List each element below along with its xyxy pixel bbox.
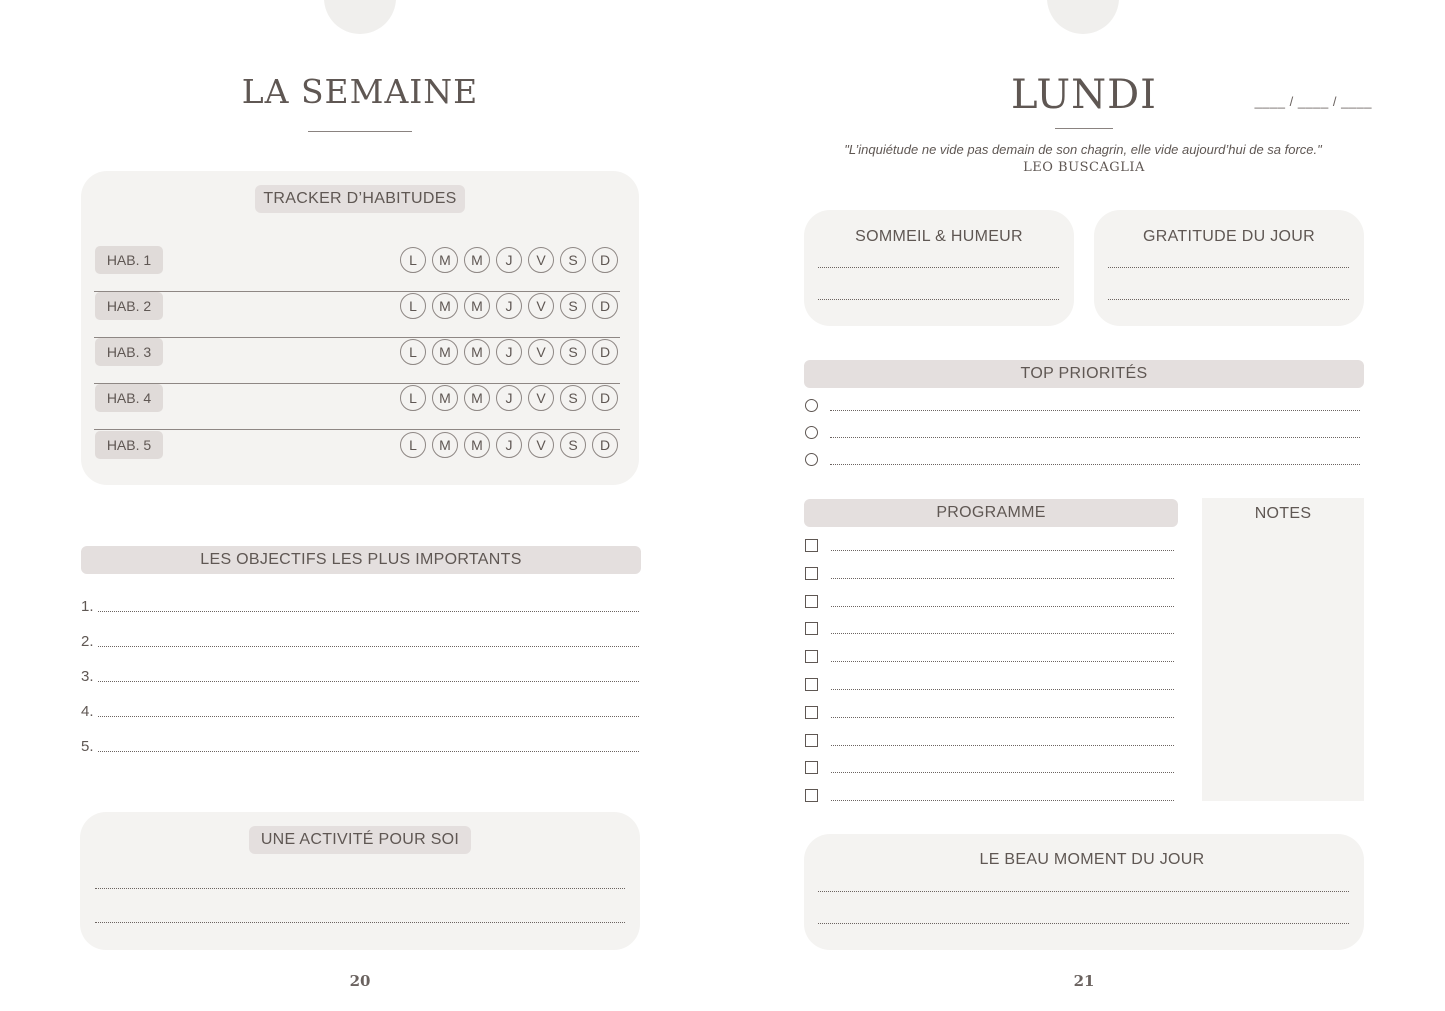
programme-checkbox[interactable]: [805, 567, 818, 580]
programme-checkbox[interactable]: [805, 650, 818, 663]
day-check-circle[interactable]: J: [496, 432, 522, 458]
habit-row: [94, 431, 620, 477]
day-check-circle[interactable]: M: [432, 247, 458, 273]
writing-line[interactable]: [818, 267, 1059, 268]
day-check-circle[interactable]: S: [560, 293, 586, 319]
quote-text: "L’inquiétude ne vide pas demain de son chagrin, elle vide aujourd’hui de sa force.": [844, 142, 1322, 157]
habit-label: HAB. 5: [95, 431, 163, 459]
habit-day-checks: [400, 339, 618, 365]
programme-line[interactable]: [831, 550, 1174, 551]
page-number: 21: [1073, 972, 1095, 990]
habit-day-checks: [400, 247, 618, 273]
habit-label: HAB. 4: [95, 384, 163, 412]
page-tab-decoration: [1047, 0, 1119, 34]
programme-line[interactable]: [831, 717, 1174, 718]
day-check-circle[interactable]: L: [400, 339, 426, 365]
day-title: LUNDI: [1011, 72, 1157, 118]
programme-line[interactable]: [831, 633, 1174, 634]
day-check-circle[interactable]: L: [400, 432, 426, 458]
habit-day-checks: [400, 293, 618, 319]
programme-checkbox[interactable]: [805, 706, 818, 719]
activity-header: UNE ACTIVITÉ POUR SOI: [249, 826, 471, 854]
day-check-circle[interactable]: S: [560, 247, 586, 273]
writing-line[interactable]: [95, 922, 625, 923]
programme-checkbox[interactable]: [805, 595, 818, 608]
objective-number: 2.: [81, 633, 94, 650]
programme-line[interactable]: [831, 745, 1174, 746]
day-check-circle[interactable]: J: [496, 247, 522, 273]
objective-line[interactable]: [98, 681, 639, 682]
day-check-circle[interactable]: S: [560, 339, 586, 365]
habit-row: [94, 246, 620, 292]
objectives-header: LES OBJECTIFS LES PLUS IMPORTANTS: [81, 546, 641, 574]
day-check-circle[interactable]: M: [464, 432, 490, 458]
day-check-circle[interactable]: D: [592, 432, 618, 458]
objective-line[interactable]: [98, 611, 639, 612]
objective-line[interactable]: [98, 751, 639, 752]
writing-line[interactable]: [1108, 299, 1349, 300]
priority-radio[interactable]: [805, 426, 818, 439]
day-check-circle[interactable]: D: [592, 247, 618, 273]
objective-number: 3.: [81, 668, 94, 685]
day-check-circle[interactable]: L: [400, 247, 426, 273]
day-check-circle[interactable]: V: [528, 385, 554, 411]
objective-number: 5.: [81, 738, 94, 755]
habit-day-checks: [400, 385, 618, 411]
programme-line[interactable]: [831, 606, 1174, 607]
sleep-mood-header: SOMMEIL & HUMEUR: [855, 228, 1023, 245]
day-check-circle[interactable]: J: [496, 339, 522, 365]
priority-radio[interactable]: [805, 453, 818, 466]
habit-row: [94, 384, 620, 430]
day-check-circle[interactable]: L: [400, 385, 426, 411]
quote-author: LEO BUSCAGLIA: [1023, 160, 1145, 175]
objective-line[interactable]: [98, 716, 639, 717]
programme-line[interactable]: [831, 772, 1174, 773]
habit-label: HAB. 1: [95, 246, 163, 274]
writing-line[interactable]: [1108, 267, 1349, 268]
programme-header: PROGRAMME: [804, 499, 1178, 527]
programme-checkbox[interactable]: [805, 734, 818, 747]
title-underline: [308, 131, 412, 132]
page-title: LA SEMAINE: [241, 72, 479, 111]
day-check-circle[interactable]: M: [432, 293, 458, 319]
gratitude-header: GRATITUDE DU JOUR: [1143, 228, 1315, 245]
priority-line[interactable]: [830, 437, 1360, 438]
objective-number: 4.: [81, 703, 94, 720]
day-check-circle[interactable]: M: [432, 385, 458, 411]
objective-line[interactable]: [98, 646, 639, 647]
date-field[interactable]: ____ / ____ / ____: [1254, 94, 1372, 109]
day-check-circle[interactable]: S: [560, 432, 586, 458]
programme-checkbox[interactable]: [805, 789, 818, 802]
day-check-circle[interactable]: D: [592, 385, 618, 411]
writing-line[interactable]: [818, 923, 1349, 924]
day-check-circle[interactable]: J: [496, 385, 522, 411]
day-check-circle[interactable]: V: [528, 432, 554, 458]
day-check-circle[interactable]: J: [496, 293, 522, 319]
day-check-circle[interactable]: M: [464, 385, 490, 411]
habit-tracker-header: TRACKER D’HABITUDES: [255, 185, 465, 213]
programme-checkbox[interactable]: [805, 761, 818, 774]
habit-label: HAB. 3: [95, 338, 163, 366]
programme-line[interactable]: [831, 661, 1174, 662]
day-check-circle[interactable]: M: [432, 339, 458, 365]
writing-line[interactable]: [818, 299, 1059, 300]
notes-panel[interactable]: [1202, 498, 1364, 801]
priority-radio[interactable]: [805, 399, 818, 412]
day-check-circle[interactable]: M: [464, 247, 490, 273]
programme-checkbox[interactable]: [805, 622, 818, 635]
programme-checkbox[interactable]: [805, 678, 818, 691]
programme-line[interactable]: [831, 800, 1174, 801]
title-underline: [1055, 128, 1113, 129]
day-check-circle[interactable]: V: [528, 339, 554, 365]
habit-day-checks: [400, 432, 618, 458]
habit-row: [94, 292, 620, 338]
habit-row: [94, 338, 620, 384]
day-check-circle[interactable]: V: [528, 293, 554, 319]
notes-header: NOTES: [1254, 505, 1312, 522]
day-check-circle[interactable]: D: [592, 339, 618, 365]
day-check-circle[interactable]: L: [400, 293, 426, 319]
programme-line[interactable]: [831, 689, 1174, 690]
programme-checkbox[interactable]: [805, 539, 818, 552]
priorities-header: TOP PRIORITÉS: [804, 360, 1364, 388]
day-check-circle[interactable]: M: [432, 432, 458, 458]
page-tab-decoration: [324, 0, 396, 34]
day-check-circle[interactable]: M: [464, 293, 490, 319]
day-check-circle[interactable]: M: [464, 339, 490, 365]
programme-line[interactable]: [831, 578, 1174, 579]
objective-number: 1.: [81, 598, 94, 615]
day-check-circle[interactable]: S: [560, 385, 586, 411]
priority-line[interactable]: [830, 410, 1360, 411]
writing-line[interactable]: [95, 888, 625, 889]
day-check-circle[interactable]: D: [592, 293, 618, 319]
beautiful-moment-header: LE BEAU MOMENT DU JOUR: [979, 851, 1205, 868]
habit-label: HAB. 2: [95, 292, 163, 320]
page-number: 20: [349, 972, 371, 990]
writing-line[interactable]: [818, 891, 1349, 892]
priority-line[interactable]: [830, 464, 1360, 465]
day-check-circle[interactable]: V: [528, 247, 554, 273]
